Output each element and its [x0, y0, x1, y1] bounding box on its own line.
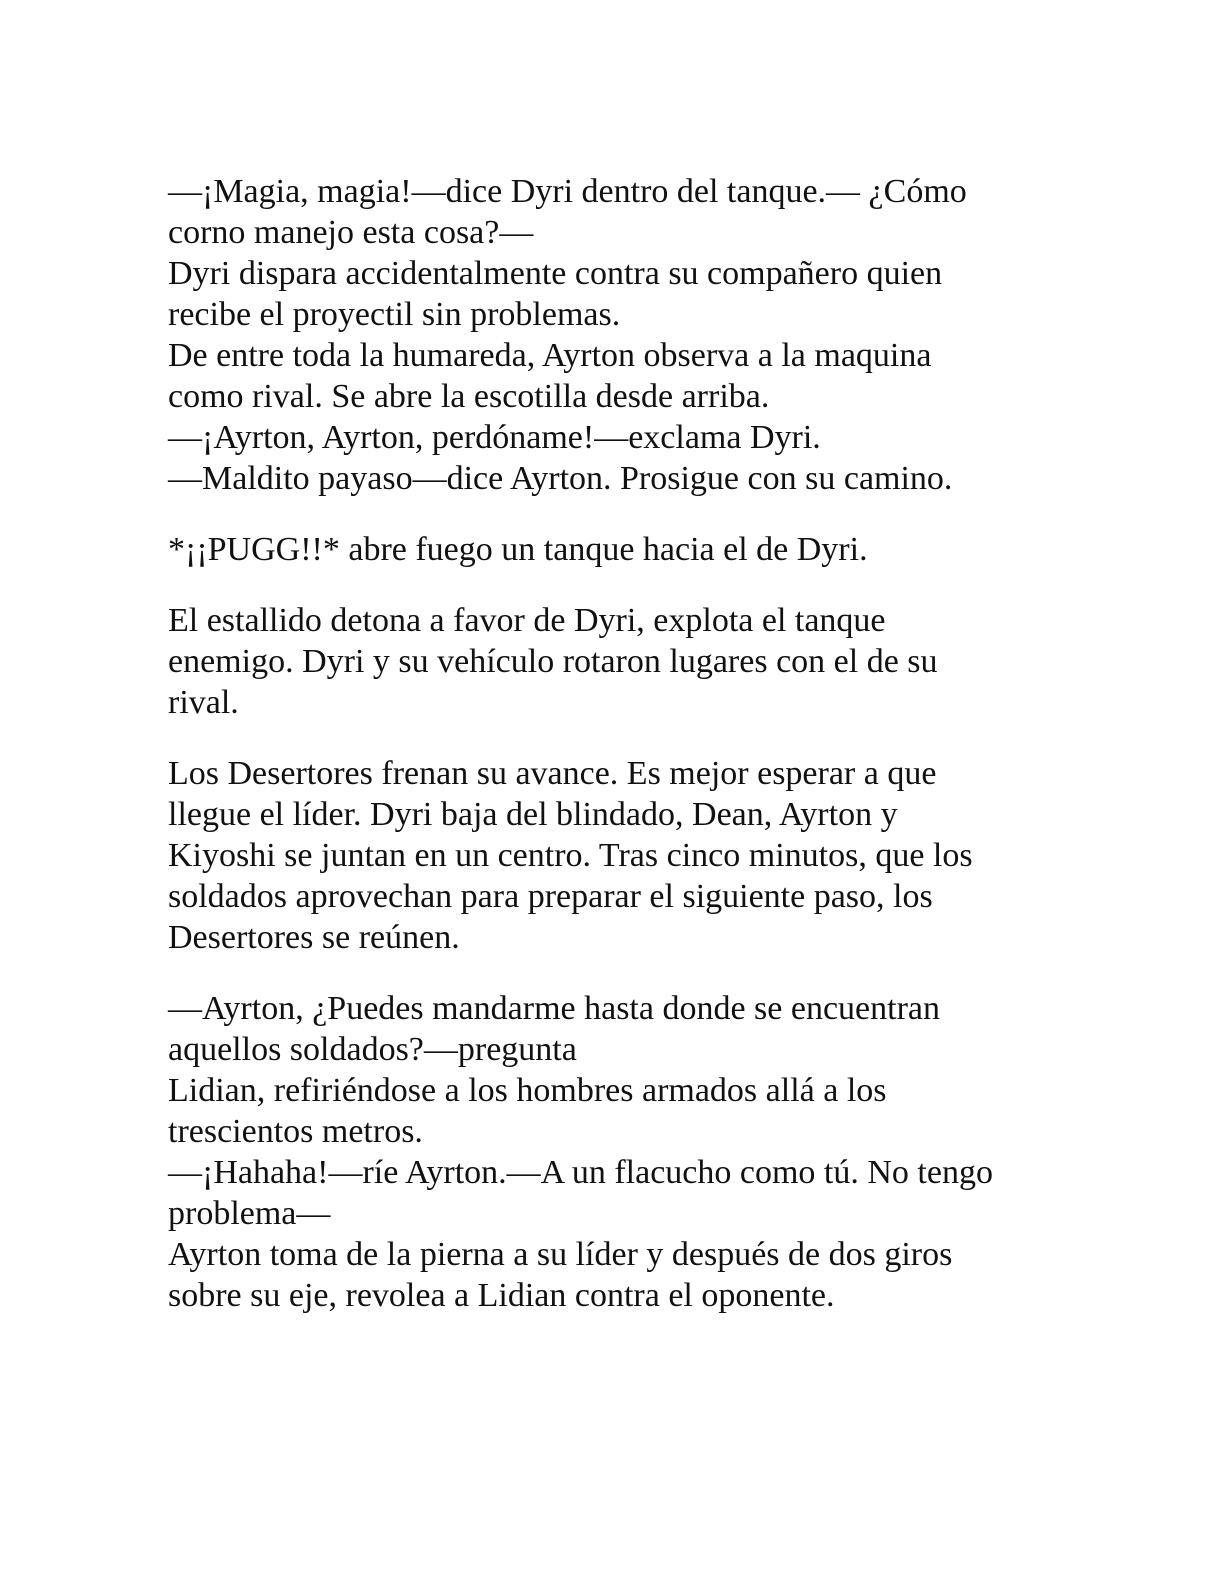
paragraph-lidian-launch: [168, 988, 1068, 1316]
text-line: De entre toda la humareda, Ayrton observa a la maquina: [168, 337, 932, 374]
text-line: Desertores se reúnen.: [168, 919, 460, 956]
paragraph-desertores: [168, 753, 1068, 958]
text-line: —¡Hahaha!—ríe Ayrton.—A un flacucho como tú. No tengo: [168, 1154, 993, 1191]
text-line: Los Desertores frenan su avance. Es mejor esperar a que: [168, 755, 937, 792]
text-line: —Maldito payaso—dice Ayrton. Prosigue con su camino.: [168, 460, 953, 497]
text-line: Lidian, refiriéndose a los hombres armados allá a los: [168, 1072, 887, 1109]
text-line: Ayrton toma de la pierna a su líder y después de dos giros: [168, 1236, 953, 1273]
text-line: Dyri dispara accidentalmente contra su compañero quien: [168, 255, 943, 292]
text-line: Kiyoshi se juntan en un centro. Tras cinco minutos, que los: [168, 837, 973, 874]
document-page: [168, 171, 1068, 1316]
text-line: corno manejo esta cosa?—: [168, 214, 534, 251]
text-line: como rival. Se abre la escotilla desde arriba.: [168, 378, 770, 415]
text-line: —¡Ayrton, Ayrton, perdóname!—exclama Dyri.: [168, 419, 821, 456]
text-line: rival.: [168, 684, 239, 721]
text-line: —¡Magia, magia!—dice Dyri dentro del tanque.— ¿Cómo: [168, 173, 967, 210]
text-line: enemigo. Dyri y su vehículo rotaron lugares con el de su: [168, 643, 938, 680]
text-line: *¡¡PUGG!!* abre fuego un tanque hacia el de Dyri.: [168, 531, 868, 568]
paragraph-dyri-tank: [168, 171, 1068, 499]
text-line: sobre su eje, revolea a Lidian contra el oponente.: [168, 1277, 835, 1314]
paragraph-explosion: [168, 600, 1068, 723]
text-line: soldados aprovechan para preparar el siguiente paso, los: [168, 878, 933, 915]
text-line: aquellos soldados?—pregunta: [168, 1031, 577, 1068]
text-line: problema—: [168, 1195, 331, 1232]
text-line: —Ayrton, ¿Puedes mandarme hasta donde se encuentran: [168, 990, 941, 1027]
text-line: recibe el proyectil sin problemas.: [168, 296, 621, 333]
text-line: llegue el líder. Dyri baja del blindado, Dean, Ayrton y: [168, 796, 898, 833]
text-line: trescientos metros.: [168, 1113, 423, 1150]
paragraph-pugg: [168, 529, 1068, 570]
text-line: El estallido detona a favor de Dyri, explota el tanque: [168, 602, 886, 639]
